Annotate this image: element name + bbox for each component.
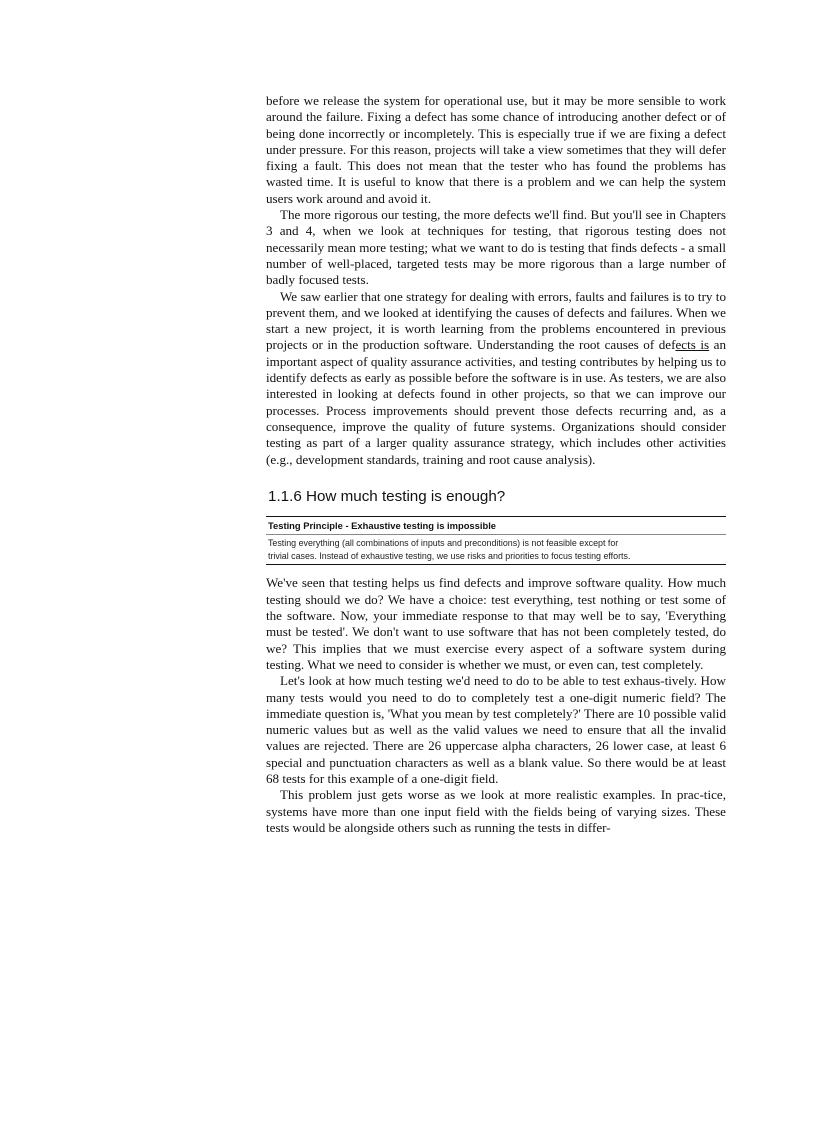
principle-text <box>266 535 726 565</box>
principle-box <box>266 516 726 566</box>
paragraph-realistic-examples: This problem just gets worse as we look at more realistic examples. In prac-tice, systems have more than one input field with the fields being of varying sizes. These tests would be alongside others such as running the tests in differ- <box>266 787 726 835</box>
book-page <box>266 93 726 836</box>
principle-line: trivial cases. Instead of exhaustive testing, we use risks and priorities to focus testing efforts. <box>268 550 631 561</box>
underlined-text: ects is <box>675 337 710 353</box>
paragraph-defect-prevention <box>266 289 726 468</box>
paragraph-how-much-testing: We've seen that testing helps us find defects and improve software quality. How much testing should we do? We have a choice: test everything, test nothing or test some of the software. Now, your immediate response to that may well be to say, 'Everything must be tested'. We don't want to use software that has not been completely tested, do we? This implies that we must exercise every aspect of a software system during testing. What we need to consider is whether we must, or even can, test completely. <box>266 575 726 672</box>
principle-line: Testing everything (all combinations of inputs and preconditions) is not feasible except for <box>268 537 619 548</box>
text-run: an important aspect of quality assurance activities, and testing contributes by helping us to identify defects as early as possible before the software is in use. As testers, we are also interested in looking at defects found in other projects, so that we can improve our processes. Process improvements should prevent those defects recurring and, as a consequence, improve the quality of future systems. Organizations should consider testing as part of a larger quality assurance strategy, which includes other activities (e.g., development standards, training and root cause analysis). <box>266 337 726 467</box>
paragraph-exhaustive-example: Let's look at how much testing we'd need to do to be able to test exhaus-tively. How many tests would you need to do to completely test a one-digit numeric field? The immediate question is, 'What you mean by test completely?' There are 10 possible valid numeric values but as well as the valid values we need to ensure that all the invalid values are rejected. There are 26 uppercase alpha characters, 26 lower case, at least 6 special and punctuation characters as well as a blank value. So there would be at least 68 tests for this example of a one-digit field. <box>266 673 726 786</box>
text-run: We saw earlier that one strategy for dealing with errors, faults and failures is to try to prevent them, and we looked at identifying the causes of defects and failures. When we start a new project, it is worth learning from the problems encountered in previous projects or in the production software. Understanding the root causes of def <box>266 288 726 353</box>
paragraph-rigorous-testing: The more rigorous our testing, the more defects we'll find. But you'll see in Chapters 3 and 4, when we look at techniques for testing, that rigorous testing does not necessarily mean more testing; what we want to do is testing that finds defects - a small number of well-placed, targeted tests may be more rigorous than a large number of badly focused tests. <box>266 207 726 288</box>
section-heading: 1.1.6 How much testing is enough? <box>268 487 506 505</box>
principle-title: Testing Principle - Exhaustive testing is impossible <box>266 517 726 535</box>
paragraph-continued: before we release the system for operational use, but it may be more sensible to work around the failure. Fixing a defect has some chance of introducing another defect or of being done incorrectly or incompletely. This is especially true if we are fixing a defect under pressure. For this reason, projects will take a view sometimes that they will defer fixing a fault. This does not mean that the tester who has found the problems has wasted time. It is useful to know that there is a problem and we can help the system users work around and avoid it. <box>266 93 726 206</box>
